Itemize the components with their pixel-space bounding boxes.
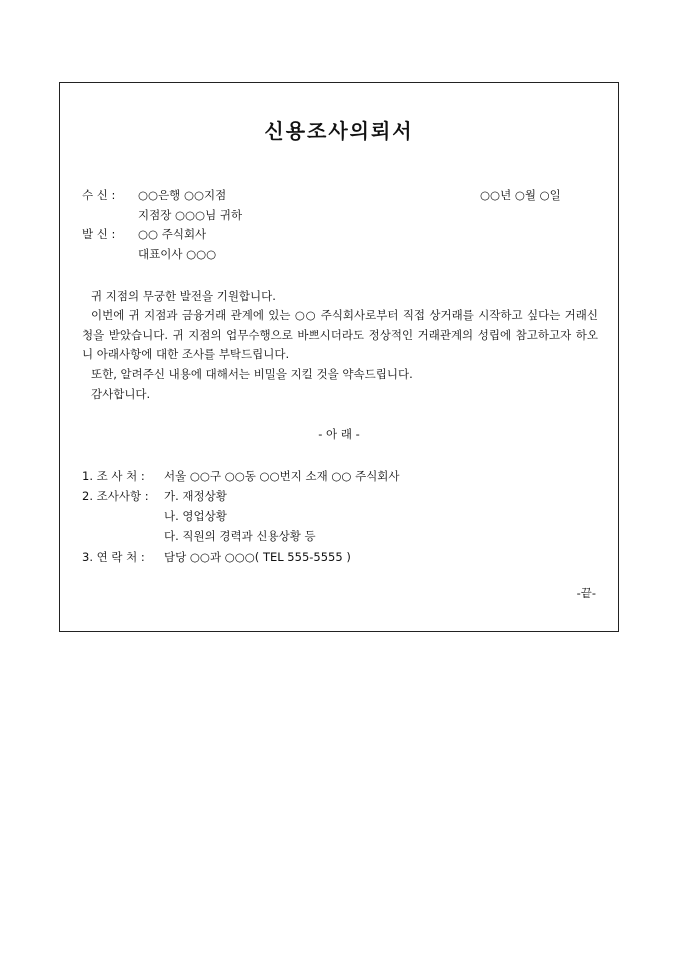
sender-title: 대표이사 ○○○ (138, 247, 217, 261)
sender-label: 발 신 : (82, 227, 116, 241)
item-contact-value: 담당 ○○과 ○○○( TEL 555-5555 ) (164, 550, 351, 564)
document-frame (59, 82, 619, 632)
item-scope-value-2: 나. 영업상황 (164, 509, 227, 523)
item-target-value: 서울 ○○구 ○○동 ○○번지 소재 ○○ 주식회사 (164, 469, 400, 483)
receiver-title: 지점장 ○○○님 귀하 (138, 208, 243, 222)
item-contact-label: 3. 연 락 처 : (82, 550, 145, 564)
greeting-paragraph: 귀 지점의 무궁한 발전을 기원합니다. (91, 289, 276, 303)
sender-name: ○○ 주식회사 (138, 227, 207, 241)
item-target-label: 1. 조 사 처 : (82, 469, 145, 483)
confidentiality-paragraph: 또한, 알려주신 내용에 대해서는 비밀을 지킬 것을 약속드립니다. (91, 367, 413, 381)
receiver-name: ○○은행 ○○지점 (138, 188, 227, 202)
document-date: ○○년 ○월 ○일 (480, 188, 561, 202)
receiver-label: 수 신 : (82, 188, 116, 202)
end-mark: -끝- (576, 586, 596, 600)
item-scope-value-3: 다. 직원의 경력과 신용상황 등 (164, 529, 316, 543)
item-scope-value-1: 가. 재정상황 (164, 489, 227, 503)
thanks-paragraph: 감사합니다. (91, 387, 151, 401)
item-scope-label: 2. 조사사항 : (82, 489, 149, 503)
document-title: 신용조사의뢰서 (264, 119, 414, 143)
request-paragraph: 이번에 귀 지점과 금융거래 관계에 있는 ○○ 주식회사로부터 직접 상거래를 시작하고 싶다는 거래신청을 받았습니다. 귀 지점의 업무수행으로 바쁘시더라도 정상적인 거래관계의 성립에 참고하고자 하오니 아래사항에 대한 조사를 부탁드립니다. (82, 308, 598, 361)
section-heading: - 아 래 - (318, 427, 360, 441)
